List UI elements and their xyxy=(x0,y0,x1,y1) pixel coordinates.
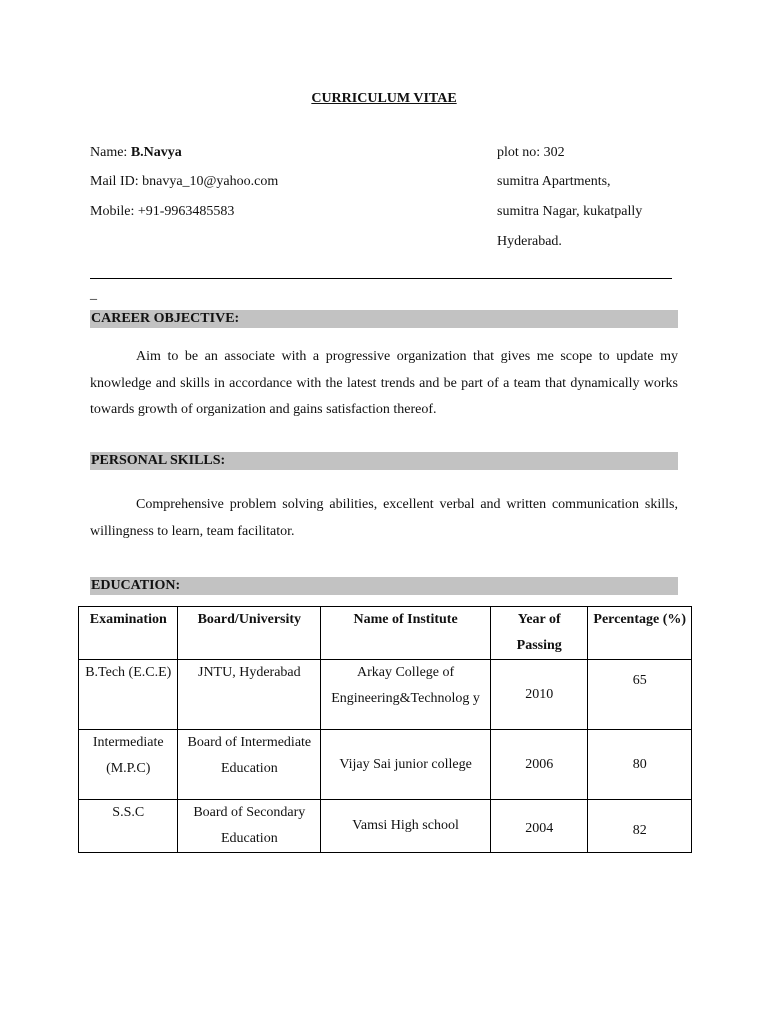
cell-board: Board of Intermediate Education xyxy=(178,730,321,800)
cell-exam: Intermediate (M.P.C) xyxy=(79,730,178,800)
cell-board: Board of Secondary Education xyxy=(178,800,321,853)
header-year: Year of Passing xyxy=(491,607,588,660)
address-line-1: plot no: 302 xyxy=(497,145,565,160)
table-row xyxy=(79,660,692,730)
document-title: CURRICULUM VITAE xyxy=(311,91,457,106)
name-line xyxy=(90,145,182,161)
cell-year: 2006 xyxy=(491,730,588,800)
address-line-4: Hyderabad. xyxy=(497,234,562,249)
education-heading: EDUCATION: xyxy=(90,577,678,595)
separator-rule xyxy=(90,278,672,279)
header-institute: Name of Institute xyxy=(321,607,491,660)
mail-line: Mail ID: bnavya_10@yahoo.com xyxy=(90,174,279,189)
table-header-row xyxy=(79,607,692,660)
cell-percentage: 82 xyxy=(588,800,692,853)
header-examination: Examination xyxy=(79,607,178,660)
address-line-3: sumitra Nagar, kukatpally xyxy=(497,204,643,219)
table-row xyxy=(79,730,692,800)
name-label: Name: xyxy=(90,145,128,160)
header-board: Board/University xyxy=(178,607,321,660)
address-line-2: sumitra Apartments, xyxy=(497,174,611,189)
cell-board: JNTU, Hyderabad xyxy=(178,660,321,730)
cell-percentage: 80 xyxy=(588,730,692,800)
separator-dash: _ xyxy=(90,287,97,302)
cell-year: 2010 xyxy=(491,660,588,730)
cell-institute: Vijay Sai junior college xyxy=(321,730,491,800)
table-row xyxy=(79,800,692,853)
education-table xyxy=(78,606,692,853)
cell-institute: Arkay College of Engineering&Technolog y xyxy=(321,660,491,730)
personal-skills-text: Comprehensive problem solving abilities, excellent verbal and written communication skills, willingness to learn, team facilitator. xyxy=(90,497,678,539)
career-objective-text: Aim to be an associate with a progressive organization that gives me scope to update my knowledge and skills in accordance with the latest trends and be part of a team that dynamically works towards growth of organization and gains satisfaction thereof. xyxy=(90,349,678,417)
personal-skills-heading: PERSONAL SKILLS: xyxy=(90,452,678,470)
career-objective-heading: CAREER OBJECTIVE: xyxy=(90,310,678,328)
cell-exam: B.Tech (E.C.E) xyxy=(79,660,178,730)
header-percentage: Percentage (%) xyxy=(588,607,692,660)
cell-institute: Vamsi High school xyxy=(321,800,491,853)
name-value: B.Navya xyxy=(130,145,182,160)
cell-percentage: 65 xyxy=(588,660,692,730)
cell-exam: S.S.C xyxy=(79,800,178,853)
cell-year: 2004 xyxy=(491,800,588,853)
mobile-line: Mobile: +91-9963485583 xyxy=(90,204,235,219)
